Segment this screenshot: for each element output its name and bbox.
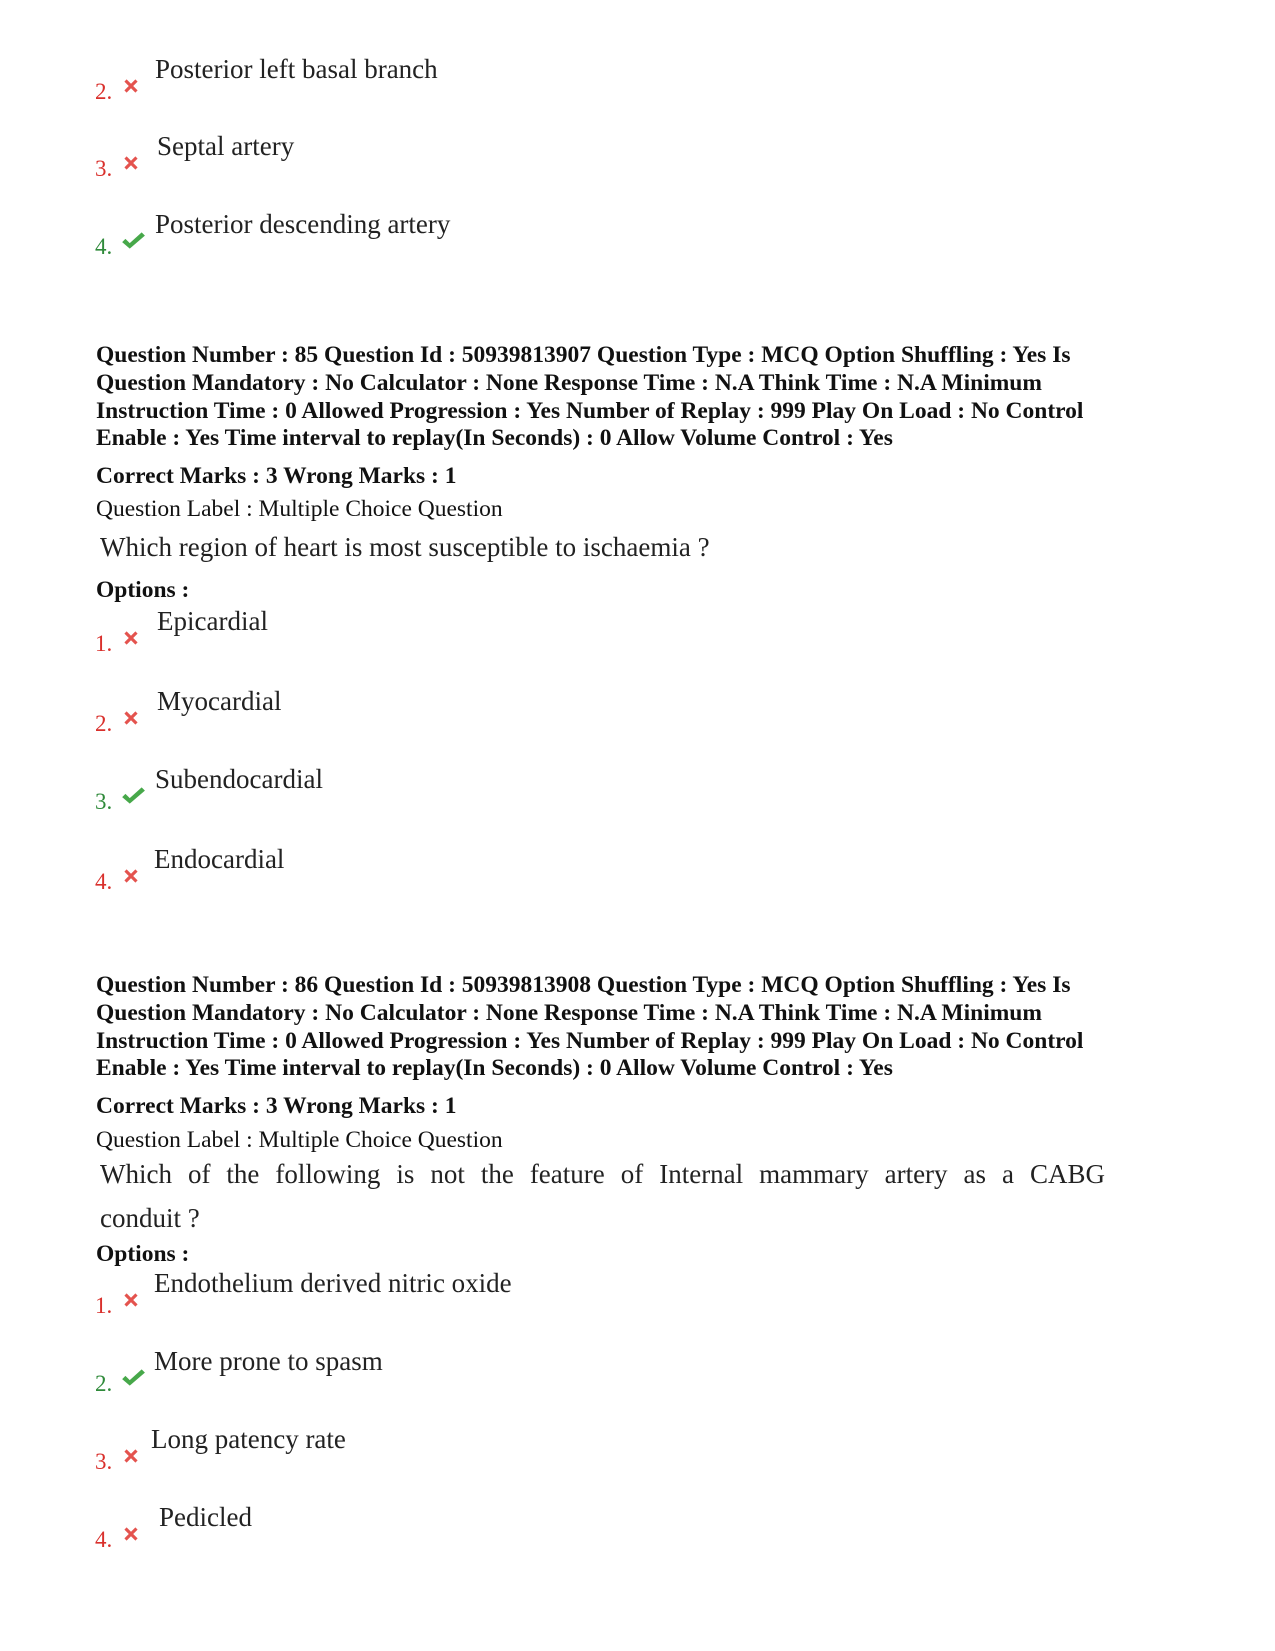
cross-icon [120, 1289, 142, 1311]
option-text: Myocardial [157, 686, 282, 716]
cross-icon [120, 707, 142, 729]
option-text: Septal artery [157, 131, 295, 161]
option-number: 3. [95, 1449, 113, 1474]
meta-line: Enable : Yes Time interval to replay(In Seconds) : 0 Allow Volume Control : Yes [96, 1055, 893, 1082]
meta-line: Instruction Time : 0 Allowed Progression : Yes Number of Replay : 999 Play On Load : No Control [96, 397, 1084, 424]
option-text: Pedicled [159, 1502, 252, 1532]
question-86-meta [96, 972, 1196, 1083]
check-icon [120, 785, 146, 807]
option-text: Posterior left basal branch [155, 54, 438, 84]
option-number: 3. [95, 789, 113, 814]
option-number: 4. [95, 234, 113, 259]
option-number: 3. [95, 156, 113, 181]
meta-line: Question Number : 85 Question Id : 50939813907 Question Type : MCQ Option Shuffling : Yes Is [96, 342, 1071, 368]
option-number: 1. [95, 631, 113, 656]
question-85-text: Which region of heart is most susceptible to ischaemia ? [100, 532, 710, 562]
option-text: Endocardial [154, 844, 285, 874]
option-number: 4. [95, 869, 113, 894]
option-text: Epicardial [157, 606, 268, 636]
question-86-text-line2: conduit ? [100, 1203, 200, 1233]
cross-icon [120, 75, 142, 97]
question-86-options-label: Options : [96, 1241, 190, 1267]
question-86-text-line1: Which of the following is not the feature of Internal mammary artery as a CABG [100, 1159, 1105, 1189]
question-86-marks: Correct Marks : 3 Wrong Marks : 1 [96, 1093, 457, 1119]
meta-line: Instruction Time : 0 Allowed Progression : Yes Number of Replay : 999 Play On Load : No Control [96, 1027, 1084, 1054]
meta-line: Enable : Yes Time interval to replay(In Seconds) : 0 Allow Volume Control : Yes [96, 425, 893, 452]
cross-icon [120, 1445, 142, 1467]
option-number: 2. [95, 79, 113, 104]
cross-icon [120, 627, 142, 649]
option-text: Subendocardial [155, 764, 323, 794]
question-85-label: Question Label : Multiple Choice Question [96, 496, 503, 522]
check-icon [120, 1367, 146, 1389]
option-number: 1. [95, 1293, 113, 1318]
option-number: 2. [95, 1371, 113, 1396]
option-text: Long patency rate [151, 1424, 346, 1454]
cross-icon [120, 1523, 142, 1545]
question-86-label: Question Label : Multiple Choice Question [96, 1127, 503, 1153]
question-85-marks: Correct Marks : 3 Wrong Marks : 1 [96, 463, 457, 489]
cross-icon [120, 152, 142, 174]
option-text: More prone to spasm [154, 1346, 383, 1376]
question-85-options-label: Options : [96, 577, 190, 603]
meta-line: Question Number : 86 Question Id : 50939813908 Question Type : MCQ Option Shuffling : Yes Is [96, 972, 1071, 998]
option-number: 4. [95, 1527, 113, 1552]
cross-icon [120, 865, 142, 887]
meta-line: Question Mandatory : No Calculator : None Response Time : N.A Think Time : N.A Minimum [96, 999, 1042, 1026]
option-text: Posterior descending artery [155, 209, 451, 239]
check-icon [120, 230, 146, 252]
option-number: 2. [95, 711, 113, 736]
option-text: Endothelium derived nitric oxide [154, 1268, 512, 1298]
question-85-meta [96, 342, 1196, 453]
meta-line: Question Mandatory : No Calculator : None Response Time : N.A Think Time : N.A Minimum [96, 369, 1042, 396]
